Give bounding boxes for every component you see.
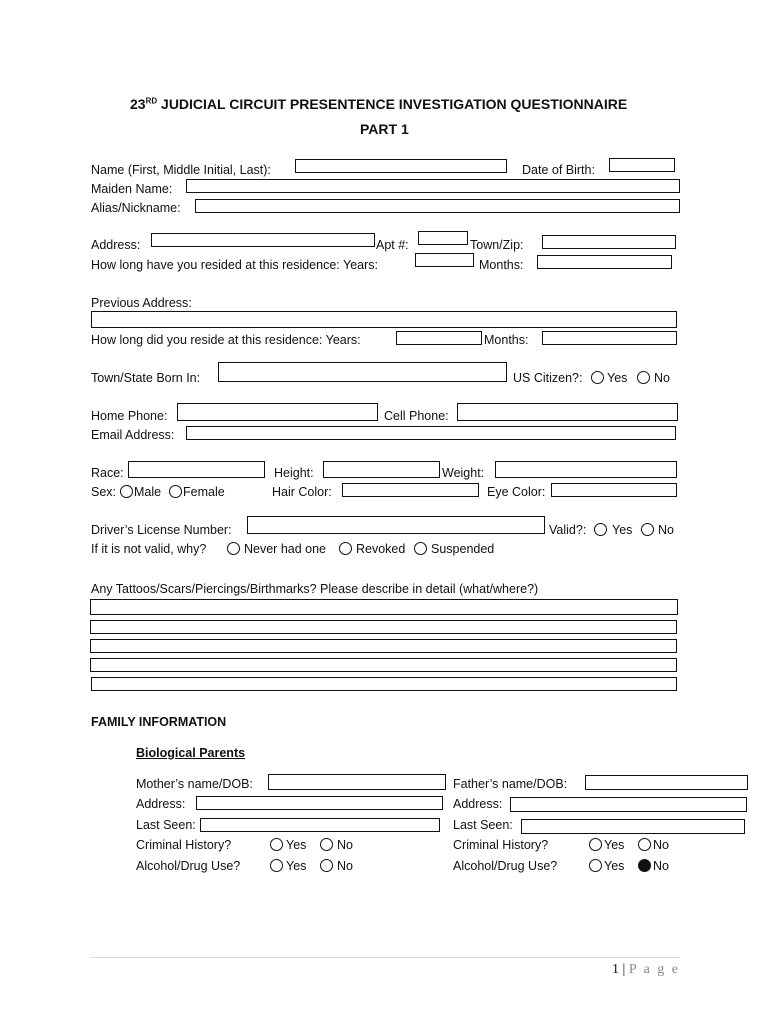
- biological-parents-heading: Biological Parents: [136, 746, 246, 760]
- prev-resided-months-label: Months:: [484, 333, 529, 347]
- prev-resided-years-field[interactable]: [396, 331, 482, 345]
- sex-female-label: Female: [183, 485, 225, 499]
- not-valid-label: If it is not valid, why?: [91, 542, 207, 556]
- father-criminal-no-radio[interactable]: [638, 838, 651, 851]
- father-name-label: Father’s name/DOB:: [453, 777, 568, 791]
- sex-female-radio[interactable]: [169, 485, 182, 498]
- mother-last-seen-field[interactable]: [200, 818, 440, 832]
- race-label: Race:: [91, 466, 124, 480]
- mother-criminal-yes-radio[interactable]: [270, 838, 283, 851]
- sex-male-label: Male: [134, 485, 162, 499]
- mother-alcohol-no-label: No: [337, 859, 353, 873]
- father-address-label: Address:: [453, 797, 503, 811]
- address-field[interactable]: [151, 233, 375, 247]
- tattoos-field-line-2[interactable]: [90, 620, 677, 634]
- cell-phone-field[interactable]: [457, 403, 678, 421]
- license-label: Driver’s License Number:: [91, 523, 232, 537]
- father-criminal-no-label: No: [653, 838, 669, 852]
- resided-months-label: Months:: [479, 258, 524, 272]
- father-last-seen-field[interactable]: [521, 819, 745, 834]
- tattoos-field-line-1[interactable]: [90, 599, 678, 615]
- citizen-yes-label: Yes: [607, 371, 628, 385]
- apt-label: Apt #:: [376, 238, 409, 252]
- height-label: Height:: [274, 466, 314, 480]
- never-had-radio[interactable]: [227, 542, 240, 555]
- apt-field[interactable]: [418, 231, 468, 245]
- father-alcohol-label: Alcohol/Drug Use?: [453, 859, 558, 873]
- father-alcohol-yes-radio[interactable]: [589, 859, 602, 872]
- born-label: Town/State Born In:: [91, 371, 201, 385]
- resided-years-label: How long have you resided at this residence: Years:: [91, 258, 378, 272]
- weight-field[interactable]: [495, 461, 677, 478]
- license-valid-label: Valid?:: [549, 523, 587, 537]
- mother-last-seen-label: Last Seen:: [136, 818, 196, 832]
- mother-alcohol-yes-radio[interactable]: [270, 859, 283, 872]
- race-field[interactable]: [128, 461, 265, 478]
- sex-male-radio[interactable]: [120, 485, 133, 498]
- revoked-label: Revoked: [356, 542, 406, 556]
- hair-color-label: Hair Color:: [272, 485, 332, 499]
- page-separator: |: [622, 962, 626, 977]
- tattoos-label: Any Tattoos/Scars/Piercings/Birthmarks? Please describe in detail (what/where?): [91, 582, 539, 596]
- name-label: Name (First, Middle Initial, Last):: [91, 163, 271, 177]
- resided-months-field[interactable]: [537, 255, 672, 269]
- father-criminal-yes-radio[interactable]: [589, 838, 602, 851]
- father-alcohol-no-radio[interactable]: [638, 859, 651, 872]
- alias-field[interactable]: [195, 199, 680, 213]
- tattoos-field-line-4[interactable]: [90, 658, 677, 672]
- form-subtitle: PART 1: [360, 121, 409, 137]
- born-field[interactable]: [218, 362, 507, 382]
- sex-label: Sex:: [91, 485, 117, 499]
- mother-alcohol-no-radio[interactable]: [320, 859, 333, 872]
- name-field[interactable]: [295, 159, 507, 173]
- valid-no-label: No: [658, 523, 674, 537]
- cell-phone-label: Cell Phone:: [384, 409, 449, 423]
- suspended-radio[interactable]: [414, 542, 427, 555]
- mother-alcohol-label: Alcohol/Drug Use?: [136, 859, 241, 873]
- prev-resided-years-label: How long did you reside at this residence: Years:: [91, 333, 361, 347]
- dob-label: Date of Birth:: [522, 163, 595, 177]
- valid-no-radio[interactable]: [641, 523, 654, 536]
- weight-label: Weight:: [442, 466, 485, 480]
- mother-name-label: Mother’s name/DOB:: [136, 777, 253, 791]
- mother-alcohol-yes-label: Yes: [286, 859, 307, 873]
- page-footer: [612, 962, 680, 978]
- eye-color-label: Eye Color:: [487, 485, 546, 499]
- father-alcohol-no-label: No: [653, 859, 669, 873]
- family-info-heading: FAMILY INFORMATION: [91, 715, 227, 729]
- height-field[interactable]: [323, 461, 440, 478]
- citizen-no-label: No: [654, 371, 670, 385]
- page-word: P a g e: [628, 962, 681, 977]
- page-number: 1: [612, 962, 619, 977]
- valid-yes-label: Yes: [612, 523, 633, 537]
- father-address-field[interactable]: [510, 797, 747, 812]
- never-had-label: Never had one: [244, 542, 327, 556]
- home-phone-label: Home Phone:: [91, 409, 168, 423]
- mother-name-field[interactable]: [268, 774, 446, 790]
- prev-resided-months-field[interactable]: [542, 331, 677, 345]
- email-label: Email Address:: [91, 428, 175, 442]
- father-alcohol-yes-label: Yes: [604, 859, 625, 873]
- dob-field[interactable]: [609, 158, 675, 172]
- hair-color-field[interactable]: [342, 483, 479, 497]
- address-label: Address:: [91, 238, 141, 252]
- previous-address-label: Previous Address:: [91, 296, 192, 310]
- father-criminal-label: Criminal History?: [453, 838, 549, 852]
- citizen-no-radio[interactable]: [637, 371, 650, 384]
- suspended-label: Suspended: [431, 542, 495, 556]
- email-field[interactable]: [186, 426, 676, 440]
- previous-address-field[interactable]: [91, 311, 677, 328]
- mother-address-label: Address:: [136, 797, 186, 811]
- maiden-name-field[interactable]: [186, 179, 680, 193]
- mother-address-field[interactable]: [196, 796, 443, 810]
- townzip-field[interactable]: [542, 235, 676, 249]
- maiden-name-label: Maiden Name:: [91, 182, 173, 196]
- footer-divider: [90, 957, 680, 958]
- tattoos-field-line-5[interactable]: [91, 677, 677, 691]
- alias-label: Alias/Nickname:: [91, 201, 181, 215]
- citizen-yes-radio[interactable]: [591, 371, 604, 384]
- mother-criminal-label: Criminal History?: [136, 838, 232, 852]
- us-citizen-label: US Citizen?:: [513, 371, 583, 385]
- tattoos-field-line-3[interactable]: [90, 639, 677, 653]
- license-field[interactable]: [247, 516, 545, 534]
- eye-color-field[interactable]: [551, 483, 677, 497]
- mother-criminal-yes-label: Yes: [286, 838, 307, 852]
- father-last-seen-label: Last Seen:: [453, 818, 513, 832]
- townzip-label: Town/Zip:: [470, 238, 524, 252]
- father-criminal-yes-label: Yes: [604, 838, 625, 852]
- resided-years-field[interactable]: [415, 253, 474, 267]
- revoked-radio[interactable]: [339, 542, 352, 555]
- mother-criminal-no-label: No: [337, 838, 353, 852]
- mother-criminal-no-radio[interactable]: [320, 838, 333, 851]
- father-name-field[interactable]: [585, 775, 748, 790]
- form-title: 23RD JUDICIAL CIRCUIT PRESENTENCE INVESTIGATION QUESTIONNAIRE: [130, 96, 628, 112]
- home-phone-field[interactable]: [177, 403, 378, 421]
- valid-yes-radio[interactable]: [594, 523, 607, 536]
